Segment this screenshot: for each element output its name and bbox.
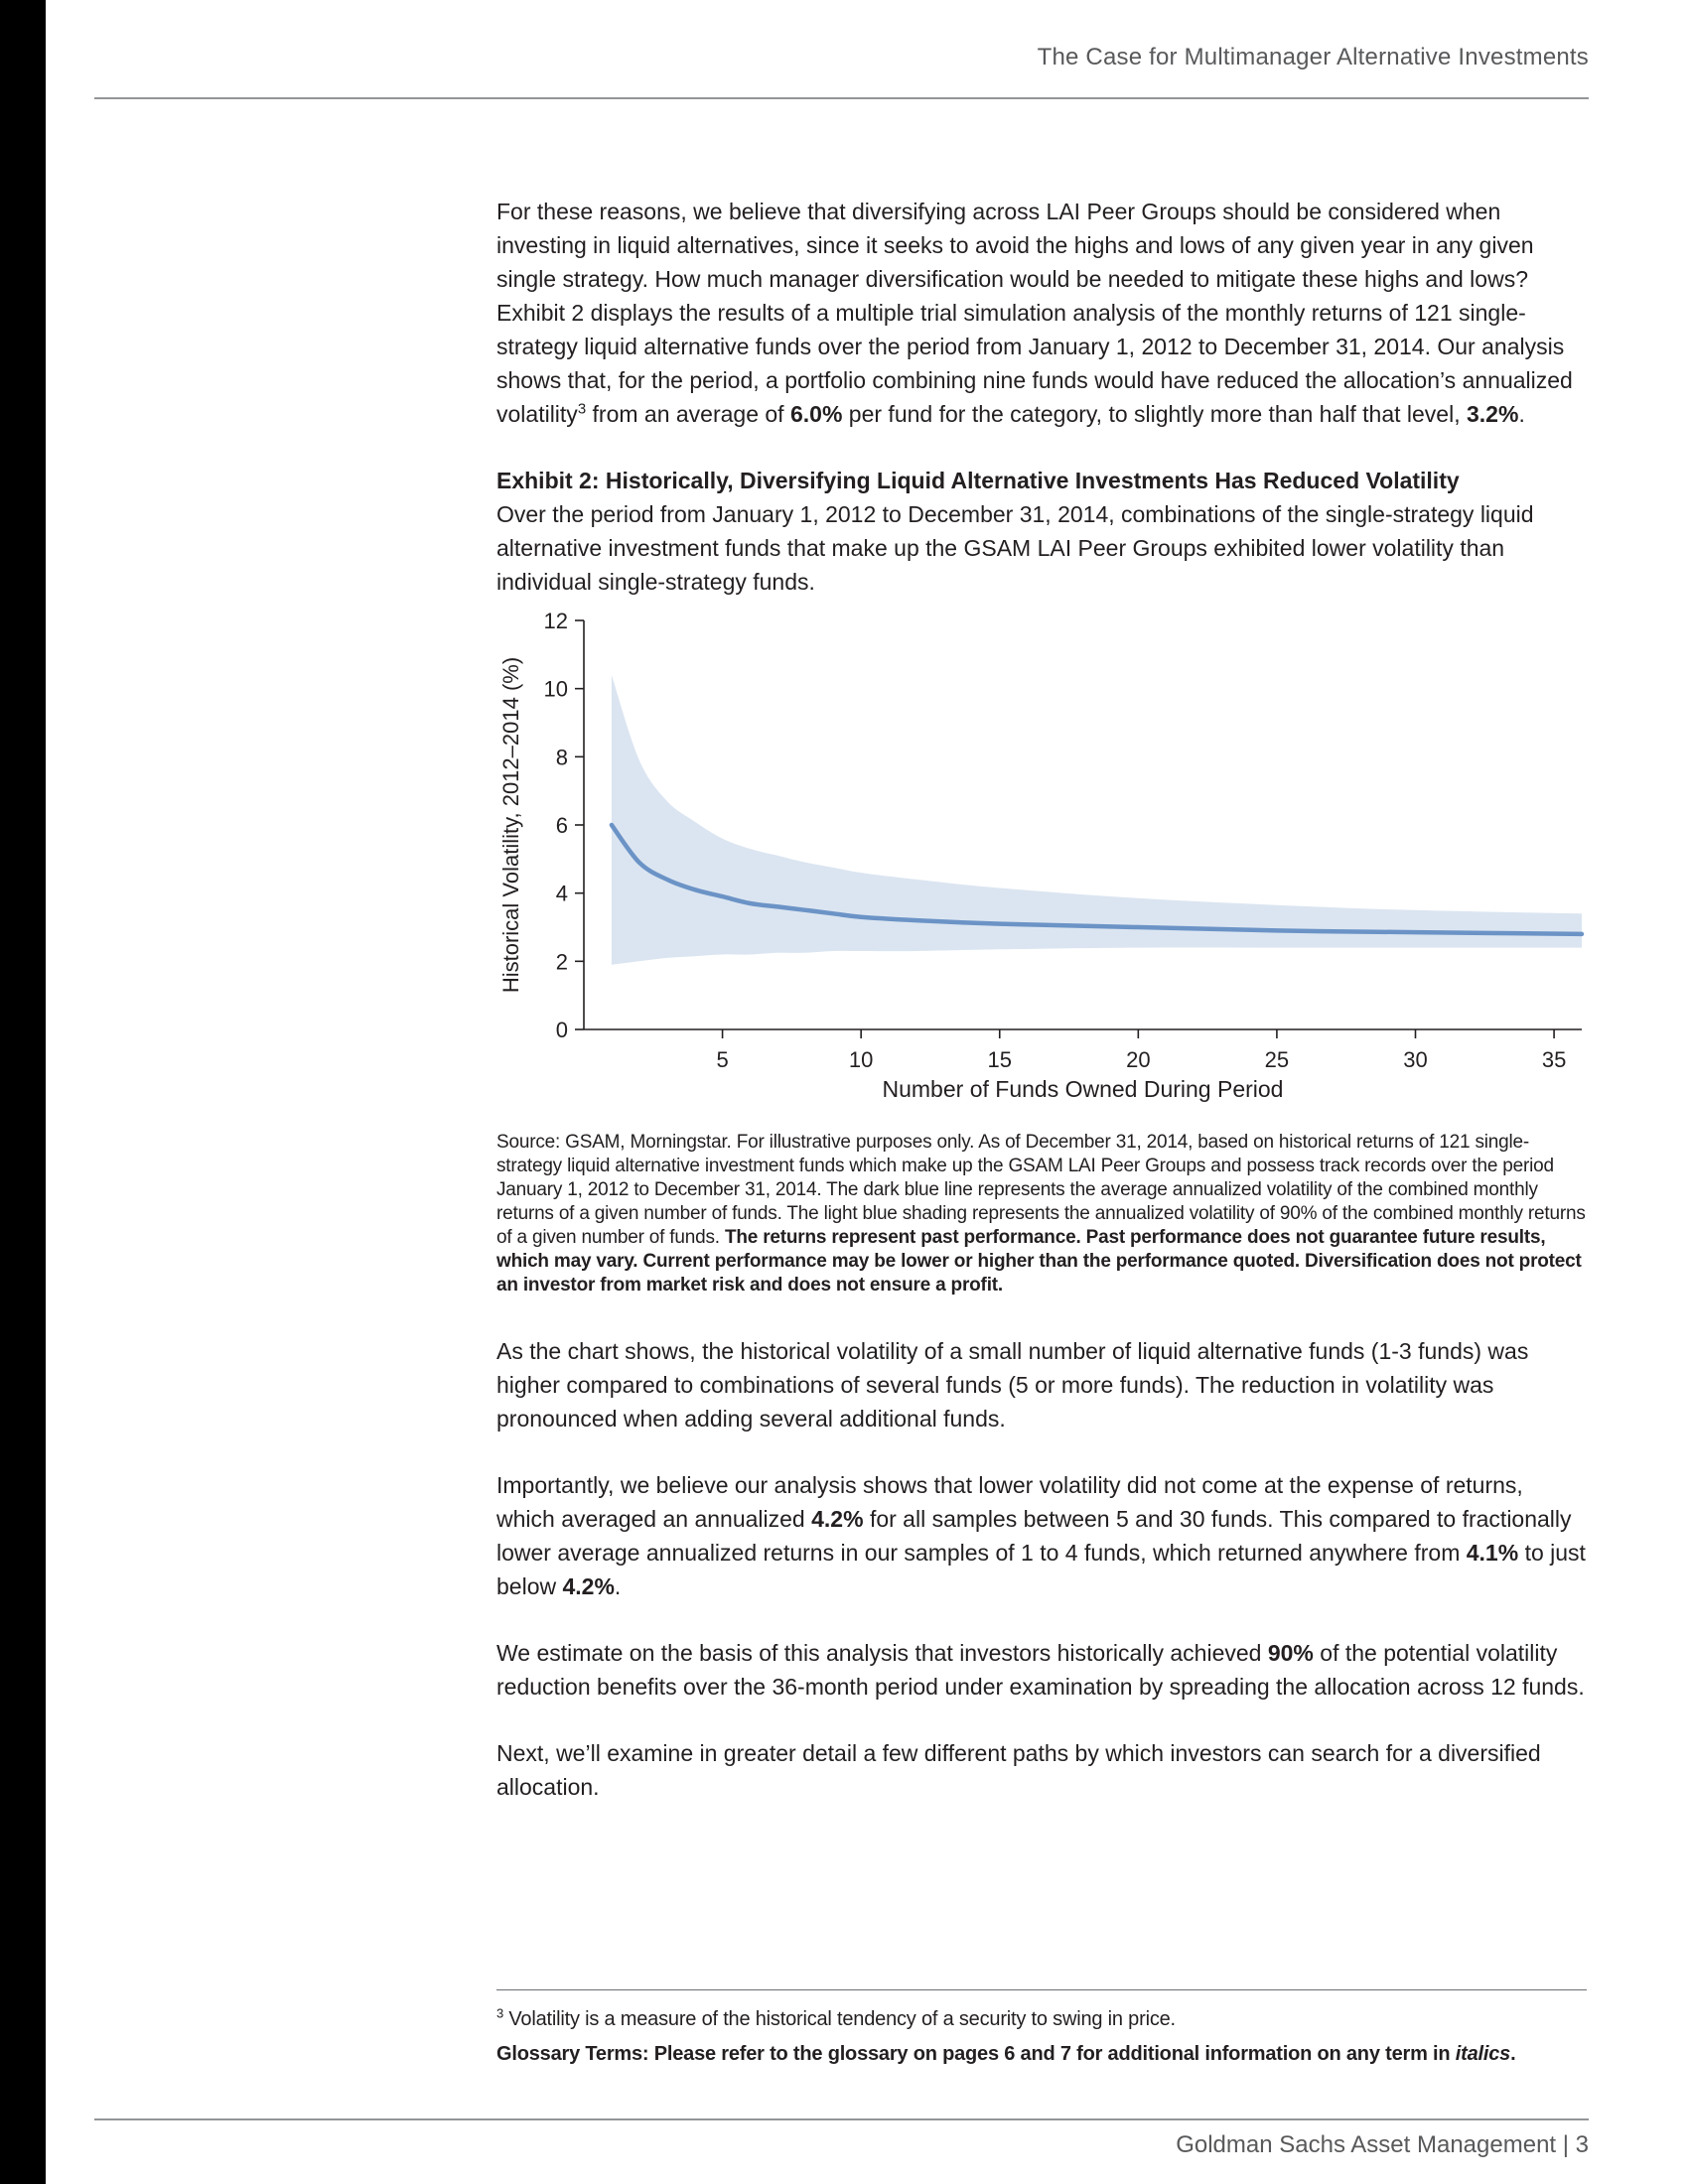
- footer-pagination: Goldman Sachs Asset Management | 3: [1176, 2131, 1589, 2158]
- footnote-volatility: $^3$ Volatility is a measure of the historical tendency of a security to swing in price.: [496, 2005, 1176, 2030]
- chart-band: [612, 675, 1582, 965]
- svg-text:15: 15: [987, 1047, 1012, 1072]
- footnote-block: [496, 1989, 1587, 2067]
- header-divider: [94, 97, 1589, 99]
- exhibit-chart: [494, 609, 1587, 1119]
- svg-text:6: 6: [555, 813, 568, 838]
- svg-text:12: 12: [543, 609, 568, 633]
- svg-text:30: 30: [1403, 1047, 1428, 1072]
- footnote-divider: [496, 1989, 1587, 1990]
- header-title: The Case for Multimanager Alternative Investments: [1037, 44, 1589, 70]
- paragraph-volatility-estimate: We estimate on the basis of this analysis that investors historically achieved 90% of the potential volatility reduction benefits over the 36-month period under examination by spreading the allocation across 12 funds.: [496, 1640, 1585, 1700]
- svg-text:25: 25: [1264, 1047, 1290, 1072]
- exhibit-title: Exhibit 2: Historically, Diversifying Liquid Alternative Investments Has Reduced Volatility: [496, 468, 1460, 493]
- chart-y-axis-title: Historical Volatility, 2012–2014 (%): [498, 656, 523, 994]
- svg-text:10: 10: [848, 1047, 874, 1072]
- intro-paragraph: For these reasons, we believe that diversifying across LAI Peer Groups should be considered when investing in liquid alternatives, since it seeks to avoid the highs and lows of any given year in any given single strategy. How much manager diversification would be needed to mitigate these highs and lows? Exhibit 2 displays the results of a multiple trial simulation analysis of the monthly returns of 121 single-strategy liquid alternative funds over the period from January 1, 2012 to December 31, 2014. Our analysis shows that, for the period, a portfolio combining nine funds would have reduced the allocation’s annualized volatility$^3$ from an average of 6.0% per fund for the category, to slightly more than half that level, 3.2%.: [496, 199, 1573, 427]
- content-column: [496, 195, 1587, 1837]
- chart-axes: [575, 620, 1582, 1038]
- footer-divider: [94, 2118, 1589, 2120]
- svg-text:10: 10: [543, 676, 568, 702]
- svg-text:20: 20: [1126, 1047, 1151, 1072]
- svg-text:35: 35: [1541, 1047, 1567, 1072]
- exhibit-subtitle: Over the period from January 1, 2012 to December 31, 2014, combinations of the single-strategy liquid alternative investment funds that make up the GSAM LAI Peer Groups exhibited lower volatility than individual single-strategy funds.: [496, 501, 1534, 595]
- paragraph-next-steps: Next, we’ll examine in greater detail a few different paths by which investors can search for a diversified allocation.: [496, 1740, 1541, 1800]
- svg-text:5: 5: [716, 1047, 729, 1072]
- chart-x-axis-title: Number of Funds Owned During Period: [882, 1076, 1284, 1102]
- svg-text:8: 8: [555, 745, 568, 770]
- volatility-chart: [494, 609, 1587, 1110]
- svg-text:2: 2: [555, 949, 568, 975]
- svg-text:0: 0: [555, 1018, 568, 1042]
- svg-text:4: 4: [555, 881, 568, 906]
- chart-source-note: Source: GSAM, Morningstar. For illustrative purposes only. As of December 31, 2014, based on historical returns of 121 single-strategy liquid alternative investment funds which make up the GSAM LAI Peer Groups and possess track records over the period January 1, 2012 to December 31, 2014. The dark blue line represents the average annualized volatility of the combined monthly returns of a given number of funds. The light blue shading represents the annualized volatility of 90% of the combined monthly returns of a given number of funds. The returns represent past performance. Past performance does not guarantee future results, which may vary. Current performance may be lower or higher than the performance quoted. Diversification does not protect an investor from market risk and does not ensure a profit.: [496, 1132, 1586, 1296]
- paragraph-returns-analysis: Importantly, we believe our analysis shows that lower volatility did not come at the expense of returns, which averaged an annualized 4.2% for all samples between 5 and 30 funds. This compared to fractionally lower average annualized returns in our samples of 1 to 4 funds, which returned anywhere from 4.1% to just below 4.2%.: [496, 1472, 1586, 1599]
- page-edge-bar: [0, 0, 46, 2184]
- glossary-note: Glossary Terms: Please refer to the glossary on pages 6 and 7 for additional information on any term in italics.: [496, 2043, 1516, 2065]
- paragraph-chart-observation: As the chart shows, the historical volatility of a small number of liquid alternative funds (1-3 funds) was higher compared to combinations of several funds (5 or more funds). The reduction in volatility was pronounced when adding several additional funds.: [496, 1338, 1529, 1432]
